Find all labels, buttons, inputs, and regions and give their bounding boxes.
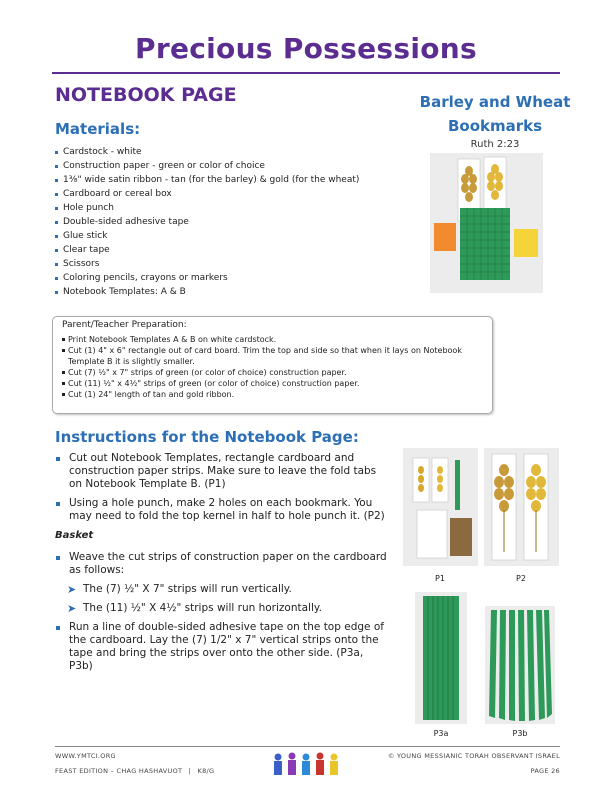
footer-website: WWW.YMTCI.ORG — [55, 752, 116, 760]
templates-illustration — [403, 448, 478, 566]
list-item: Clear tape — [55, 243, 385, 257]
footer-edition — [55, 767, 214, 775]
materials-list — [55, 145, 385, 299]
list-item: Cut (7) ½" x 7" strips of green (or color of choice) construction paper. — [62, 367, 486, 378]
list-item: Scissors — [55, 257, 385, 271]
instruction-step: Weave the cut strips of construction paper on the cardboard as follows: — [55, 551, 390, 577]
photo-caption: P2 — [516, 574, 526, 583]
list-item: Cardstock - white — [55, 145, 385, 159]
feature-title — [410, 90, 580, 138]
photo-p1 — [403, 448, 478, 566]
photo-caption: P3b — [512, 729, 528, 738]
footer-separator: | — [188, 767, 192, 775]
list-item: Hole punch — [55, 201, 385, 215]
substep-text: The (7) ½" X 7" strips will run vertically. — [83, 583, 292, 595]
page-number: PAGE 26 — [530, 767, 560, 775]
feature-title-line1: Barley and Wheat — [419, 93, 571, 111]
list-item: Cut (1) 4" x 6" rectangle out of card board. Trim the top and side so that when it lays on Notebook Template B it is slightly smaller. — [62, 345, 486, 367]
substep-text: The (11) ½" X 4½" strips will run horizontally. — [83, 602, 322, 614]
list-item: Glue stick — [55, 229, 385, 243]
page-title: Precious Possessions — [135, 32, 477, 65]
list-item: Construction paper - green or color of choice — [55, 159, 385, 173]
feature-title-line2: Bookmarks — [447, 117, 543, 135]
arrow-icon: ➤ — [67, 583, 77, 596]
materials-heading: Materials: — [55, 120, 141, 138]
footer-edition-text: FEAST EDITION – CHAG HASHAVUOT — [55, 767, 183, 775]
bookmarks-photo — [430, 153, 543, 293]
strips-folded-illustration — [485, 606, 555, 724]
section-heading: NOTEBOOK PAGE — [55, 84, 237, 106]
bookmarks-punched-illustration — [484, 448, 559, 566]
footer-copyright: © YOUNG MESSIANIC TORAH OBSERVANT ISRAEL — [387, 752, 560, 760]
list-item: Notebook Templates: A & B — [55, 285, 385, 299]
list-item: 1⅜" wide satin ribbon - tan (for the barley) & gold (for the wheat) — [55, 173, 385, 187]
list-item: Coloring pencils, crayons or markers — [55, 271, 385, 285]
instructions-heading: Instructions for the Notebook Page: — [55, 428, 359, 446]
preparation-heading: Parent/Teacher Preparation: — [62, 320, 187, 330]
instructions-list — [55, 452, 390, 679]
list-item: Cut (1) 24" length of tan and gold ribbon. — [62, 389, 486, 400]
arrow-icon: ➤ — [67, 602, 77, 615]
scripture-reference: Ruth 2:23 — [470, 139, 520, 150]
list-item: Cardboard or cereal box — [55, 187, 385, 201]
preparation-list — [62, 334, 486, 400]
logo — [270, 752, 350, 782]
instruction-substep — [55, 583, 390, 596]
photo-p2 — [484, 448, 559, 566]
list-item: Cut (11) ½" x 4½" strips of green (or color of choice) construction paper. — [62, 378, 486, 389]
instruction-step: Using a hole punch, make 2 holes on each bookmark. You may need to fold the top kernel in half to hole punch it. (P2) — [55, 497, 390, 523]
photo-caption: P3a — [433, 729, 449, 738]
bookmarks-illustration — [430, 153, 543, 293]
instruction-substep — [55, 602, 390, 615]
footer-grade: K8/G — [197, 767, 215, 775]
instruction-step: Cut out Notebook Templates, rectangle cardboard and construction paper strips. Make sure to leave the fold tabs on Notebook Template B. (P1) — [55, 452, 390, 491]
children-logo-icon — [270, 752, 350, 778]
vertical-strips-illustration — [415, 592, 467, 724]
photo-caption: P1 — [435, 574, 445, 583]
title-divider — [52, 72, 560, 74]
photo-p3a — [415, 592, 467, 724]
footer-divider — [55, 746, 560, 747]
list-item: Print Notebook Templates A & B on white cardstock. — [62, 334, 486, 345]
instruction-step: Run a line of double-sided adhesive tape on the top edge of the cardboard. Lay the (7) 1/2" x 7" vertical strips onto the tape and bring the strips over onto the other side. (P3a, P3b) — [55, 621, 390, 673]
photo-p3b — [485, 606, 555, 724]
list-item: Double-sided adhesive tape — [55, 215, 385, 229]
basket-subheading: Basket — [55, 530, 94, 541]
